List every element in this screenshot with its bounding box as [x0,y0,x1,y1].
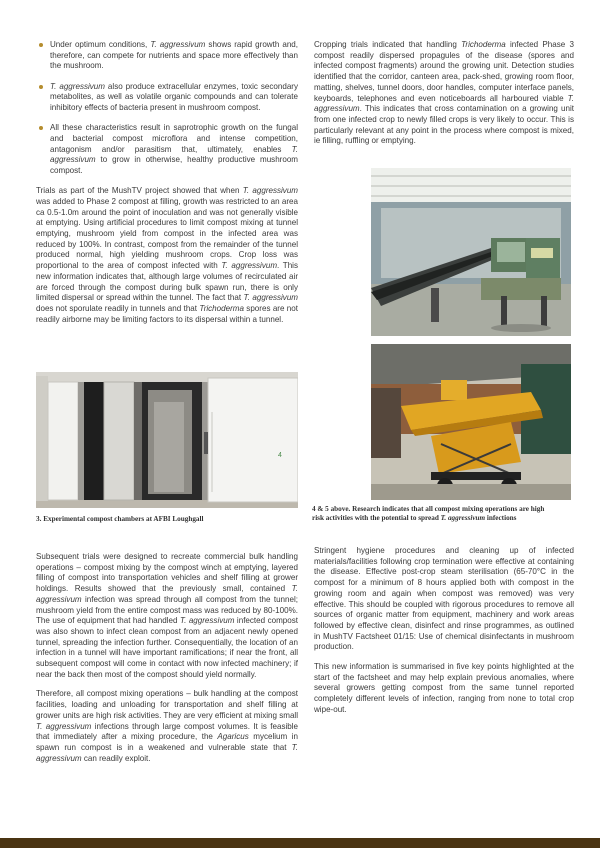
photo-compost-machinery [371,344,571,500]
bullet-icon [39,43,43,47]
photo-compost-chambers [36,372,298,508]
bullet-icon [39,126,43,130]
caption-photos-4-5: 4 & 5 above. Research indicates that all compost mixing operations are high risk activities with the potential to spread T. aggressivum infections [312,505,545,523]
bullet-item: T. aggressivum also produce extracellular enzymes, toxic secondary metabolites, as well as volatile organic compounds and can tolerate inhibitory effects of bacteria present in mushroom compost. [36,82,298,114]
paragraph-hygiene: Stringent hygiene procedures and cleaning up of infected materials/facilities following crop termination were effective at containing the disease. Effective post-crop steam sterilisation (65-70°C in the compost for a minimum of 8 hours applied both with compost in the growing room and again when compost was removed) was very effective. This should be coupled with rigorous procedures to remove all sources of organic matter from equipment, machinery and work areas followed by effective clean, disinfect and rinse programmes, as outlined in MushTV Factsheet 01/15: Use of chemical disinfectants in mushroom production. [314,546,574,652]
paragraph-mixing-operations: Therefore, all compost mixing operations – bulk handling at the compost facilities, loading and unloading for transportation and shelf filling at grower units are high risk activities. They are very efficient at mixing small T. aggressivum infections through large compost volumes. It is feasible that immediately after a mixing procedure, the Agaricus mycelium in spawn run compost is in a weakened and vulnerable state that T. aggressivum can readily exploit. [36,689,299,763]
bullet-icon [39,85,43,89]
bullet-item: All these characteristics result in saprotrophic growth on the fungal and bacterial compost microflora and intense competition, antagonism and/or parasitism that, ultimately, enables T. aggressivum to grow in otherwise, healthy productive mushroom compost. [36,123,298,177]
paragraph-summary: This new information is summarised in five key points highlighted at the start of the factsheet and may help explain previous anomalies, where several growers getting compost from the same tunnel reported completely different levels of infection, ranging from none to total crop wipe-out. [314,662,574,714]
bullet-item: Under optimum conditions, T. aggressivum shows rapid growth and, therefore, can compete for nutrients and space more effectively than the mushroom. [36,40,298,72]
paragraph-trials: Trials as part of the MushTV project showed that when T. aggressivum was added to Phase 2 compost at filling, growth was restricted to an area ca 0.5-1.0m around the point of inoculation and was not generally visible at emptying. Using artificial procedures to limit compost mixing at tunnel emptying, mushroom yield from compost in the infected area was reduced by 100%. In contrast, compost from the remainder of the tunnel produced normal, high yielding mushroom crops. Crop loss was proportional to the area of compost infected with T. aggressivum. This new information indicates that, although large volumes of recirculated air are forced through the compost during bulk spawn run, there is only limited dispersal or spread within the tunnel. The fact that T. aggressivum does not sporulate readily in tunnels and that Trichoderma spores are not readily airborne may be limiting factors to its dispersal within a tunnel. [36,186,299,324]
paragraph-cropping-trials: Cropping trials indicated that handling Trichoderma infected Phase 3 compost readily dispersed propagules of the disease (spores and infected compost fragments) around the growing unit. Detection studies identified that the corridor, canteen area, pack-shed, growing room floor, matting, shelves, tunnel doors, door handles, computer interface panels, keyboards, telephones and even noticeboards all harboured viable T. aggressivum. This indicates that cross contamination on a growing unit from one infected crop to newly filled crops is very likely to occur. This is particularly relevant at any point in the process where compost is mixed, ie filling, ruffling or emptying. [314,40,574,146]
photo-conveyor [371,168,571,336]
left-column-top [36,40,298,334]
footer-bar [0,838,600,848]
paragraph-subsequent-trials: Subsequent trials were designed to recreate commercial bulk handling operations – compost mixing by the compost winch at emptying, layered filling of compost into transportation vehicles and shelf filling at grower holdings. Results showed that the previously small, contained T. aggressivum infection was spread through all compost from the tunnel; mushroom yield from the entire compost mass was reduced by 80-100%. The use of equipment that had handled T. aggressivum infected compost was also shown to infect clean compost from an adjacent newly opened tunnel, spreading the infection further. Consequentially, the location of an infection in a tunnel will have important ramifications; if near the front, all subsequent compost will come in contact with now infected machinery; if near the back then most of the compost should yield normally. [36,552,298,679]
caption-photo-3: 3. Experimental compost chambers at AFBI Loughgall [36,515,204,523]
right-column-top [314,40,574,156]
right-column-bottom [314,546,574,725]
bullet-list [36,40,298,177]
left-column-bottom [36,552,298,773]
chamber-number: 4 [278,452,282,459]
